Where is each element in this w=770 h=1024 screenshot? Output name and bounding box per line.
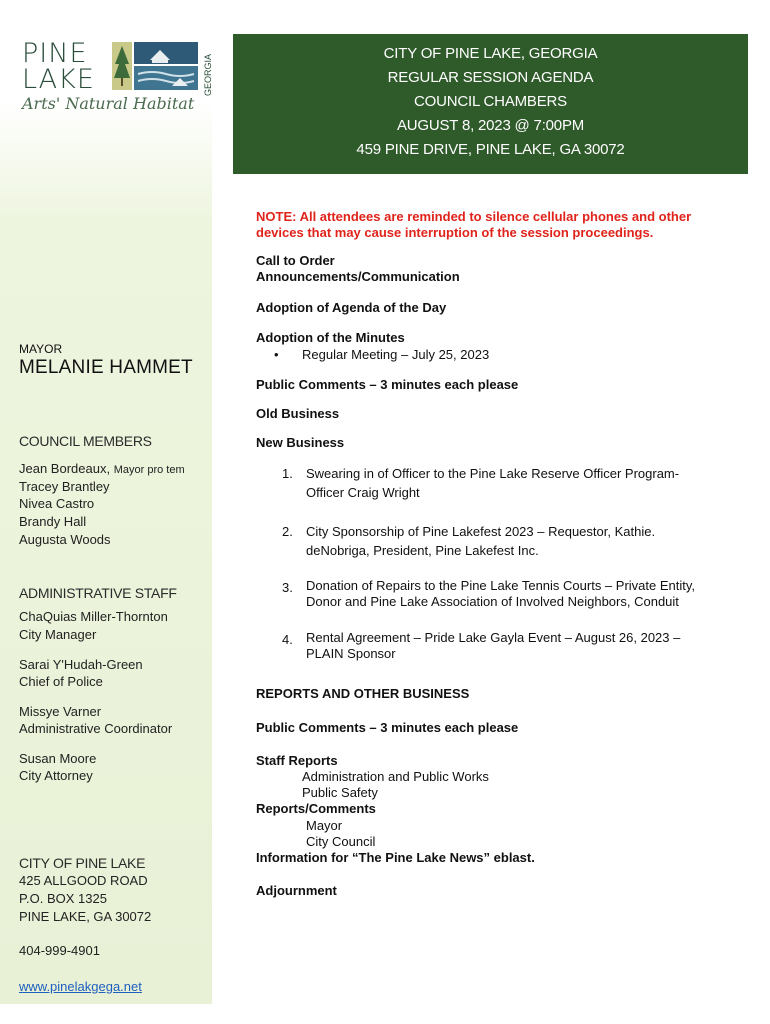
staff-title: Administrative Coordinator: [19, 721, 173, 736]
address-line: P.O. BOX 1325: [19, 891, 107, 906]
announcements: Announcements/Communication: [256, 269, 460, 284]
logo-landscape-icon: [112, 42, 198, 90]
item-line: Swearing in of Officer to the Pine Lake Reserve Officer Program-: [306, 466, 680, 481]
council-member: Nivea Castro: [19, 496, 95, 511]
new-business-item: [306, 630, 736, 662]
website-link[interactable]: www.pinelakgega.net: [19, 979, 142, 994]
staff-report-item: Administration and Public Works: [302, 769, 489, 784]
adoption-minutes: Adoption of the Minutes: [256, 330, 405, 345]
staff-heading: ADMINISTRATIVE STAFF: [19, 585, 177, 601]
logo-word-lake: LAKE: [22, 64, 95, 95]
council-member: Tracey Brantley: [19, 479, 110, 494]
mayor-name: MELANIE HAMMET: [19, 357, 193, 378]
note-line: NOTE: All attendees are reminded to silence cellular phones and other: [256, 209, 692, 224]
item-line: PLAIN Sponsor: [306, 646, 396, 661]
new-business-item: [306, 522, 736, 560]
logo-word-pine: PINE: [22, 38, 88, 69]
address-line: 425 ALLGOOD ROAD: [19, 873, 148, 888]
council-member: Brandy Hall: [19, 514, 87, 529]
mayor-label: MAYOR: [19, 342, 63, 356]
agenda-banner: [233, 34, 748, 174]
reports-comments: Reports/Comments: [256, 801, 376, 816]
staff-name: ChaQuias Miller-Thornton: [19, 609, 168, 624]
banner-location: COUNCIL CHAMBERS: [414, 93, 567, 110]
staff-name: Susan Moore: [19, 751, 97, 766]
item-line: Rental Agreement – Pride Lake Gayla Event – August 26, 2023 –: [306, 630, 681, 645]
new-business-item: [306, 578, 736, 610]
adoption-agenda: Adoption of Agenda of the Day: [256, 300, 447, 315]
bullet-icon: •: [274, 347, 279, 362]
staff-name: Sarai Y'Hudah-Green: [19, 657, 143, 672]
item-number: 4.: [282, 632, 293, 647]
silence-phones-note: [256, 209, 726, 241]
item-line: Officer Craig Wright: [306, 485, 420, 500]
item-number: 3.: [282, 580, 293, 595]
city-heading: CITY OF PINE LAKE: [19, 855, 146, 871]
banner-city: CITY OF PINE LAKE, GEORGIA: [383, 45, 598, 62]
item-line: Donation of Repairs to the Pine Lake Tennis Courts – Private Entity,: [306, 578, 696, 593]
logo-georgia-text: [202, 40, 214, 96]
item-line: deNobriga, President, Pine Lakefest Inc.: [306, 543, 539, 558]
call-to-order: Call to Order: [256, 253, 335, 268]
minutes-item: Regular Meeting – July 25, 2023: [302, 347, 490, 362]
staff-report-item: Public Safety: [302, 785, 378, 800]
item-number: 2.: [282, 524, 293, 539]
reports-comments-item: City Council: [306, 834, 376, 849]
new-business: New Business: [256, 435, 345, 450]
address-line: PINE LAKE, GA 30072: [19, 909, 152, 924]
staff-title: Chief of Police: [19, 674, 103, 689]
note-line: devices that may cause interruption of the session proceedings.: [256, 225, 654, 240]
public-comments: Public Comments – 3 minutes each please: [256, 377, 519, 392]
reports-comments-item: Mayor: [306, 818, 343, 833]
reports-other-business: REPORTS AND OTHER BUSINESS: [256, 686, 470, 701]
item-number: 1.: [282, 466, 293, 481]
item-line: Donor and Pine Lake Association of Involved Neighbors, Conduit: [306, 594, 679, 609]
banner-session: REGULAR SESSION AGENDA: [387, 69, 594, 86]
council-heading: COUNCIL MEMBERS: [19, 433, 152, 449]
staff-reports: Staff Reports: [256, 753, 338, 768]
adjournment: Adjournment: [256, 883, 337, 898]
council-member: Augusta Woods: [19, 532, 111, 547]
svg-text:GEORGIA: GEORGIA: [203, 53, 213, 96]
staff-name: Missye Varner: [19, 704, 102, 719]
logo-tagline: Arts' Natural Habitat: [22, 94, 195, 113]
new-business-item: [306, 464, 736, 502]
banner-date: AUGUST 8, 2023 @ 7:00PM: [396, 117, 585, 134]
old-business: Old Business: [256, 406, 340, 421]
council-member: [19, 460, 185, 479]
council-member-note: Mayor pro tem: [113, 464, 185, 476]
newsletter-info: Information for “The Pine Lake News” eblast.: [256, 850, 535, 865]
pine-lake-logo: [22, 38, 212, 118]
item-line: City Sponsorship of Pine Lakefest 2023 – Requestor, Kathie.: [306, 524, 656, 539]
banner-address: 459 PINE DRIVE, PINE LAKE, GA 30072: [356, 141, 625, 158]
public-comments: Public Comments – 3 minutes each please: [256, 720, 519, 735]
phone-number: 404-999-4901: [19, 943, 100, 958]
council-member-name: Jean Bordeaux,: [19, 461, 111, 476]
staff-title: City Manager: [19, 627, 97, 642]
staff-title: City Attorney: [19, 768, 93, 783]
